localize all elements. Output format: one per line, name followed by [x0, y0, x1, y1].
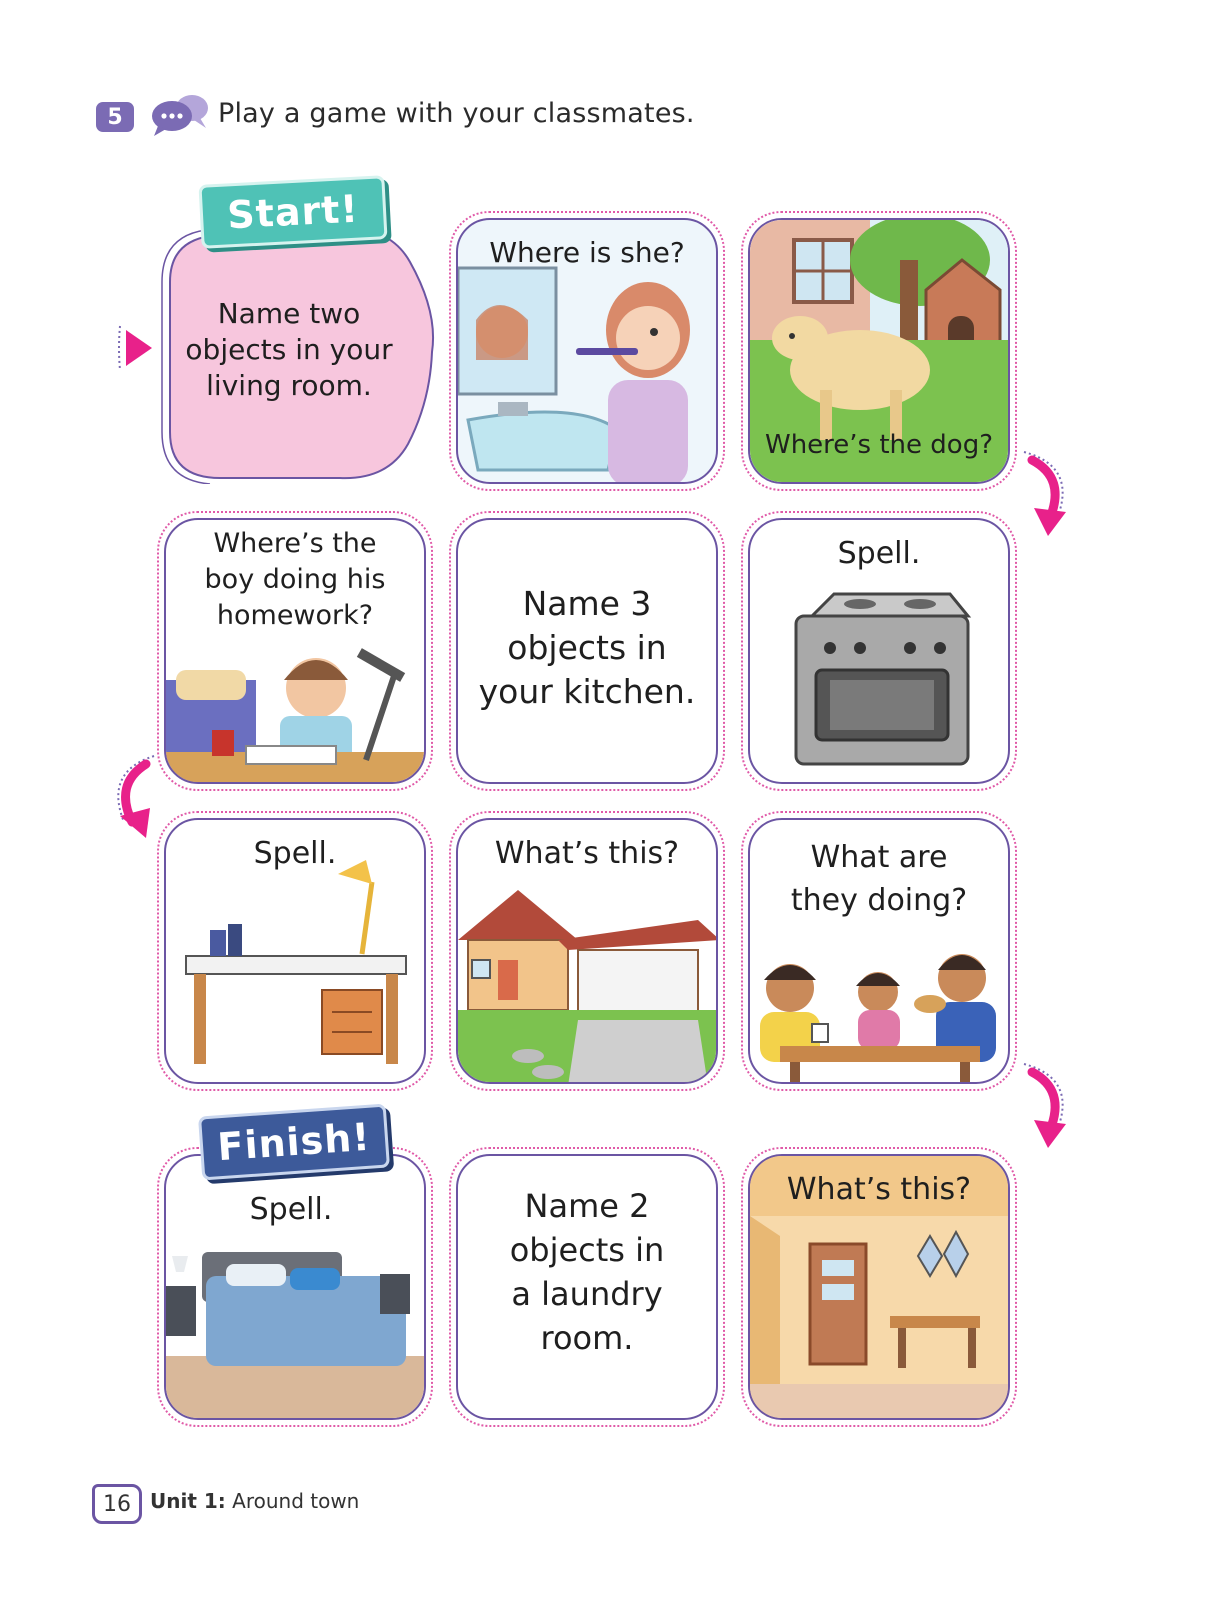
card-spell-desk	[164, 818, 426, 1084]
curved-arrow-icon	[1014, 1058, 1084, 1154]
card-question: Where’s the boy doing his homework?	[204, 528, 386, 631]
start-banner: Start!	[198, 175, 387, 249]
unit-title	[150, 1489, 359, 1513]
card-question: Where’s the dog?	[764, 430, 994, 460]
card-prompt: Name 2 objects in a laundry room.	[509, 1187, 665, 1357]
card-prompt: Spell.	[249, 1192, 333, 1227]
card-whats-this-house	[456, 818, 718, 1084]
card-question: What’s this?	[786, 1172, 972, 1207]
start-marker-icon	[112, 320, 156, 376]
card-spell-stove	[748, 518, 1010, 784]
speech-bubbles-icon	[148, 92, 212, 136]
card-prompt: Spell.	[837, 536, 921, 571]
curved-arrow-icon	[1014, 446, 1084, 542]
card-whats-this-room	[748, 1154, 1010, 1420]
card-name-kitchen	[456, 518, 718, 784]
curved-arrow-icon	[98, 750, 168, 846]
card-prompt: Spell.	[253, 836, 337, 871]
card-name-laundry	[456, 1154, 718, 1420]
card-what-are-they-doing	[748, 818, 1010, 1084]
page-number: 16	[92, 1484, 142, 1524]
card-spell-bed	[164, 1154, 426, 1420]
card-prompt: Name 3 objects in your kitchen.	[478, 584, 696, 711]
finish-banner: Finish!	[198, 1104, 390, 1181]
card-question: Where is she?	[489, 236, 685, 269]
exercise-instruction: Play a game with your classmates.	[218, 98, 695, 129]
start-card-text: Name two objects in your living room.	[185, 297, 393, 402]
unit-label: Unit 1:	[150, 1489, 226, 1513]
card-question: What’s this?	[494, 836, 680, 871]
card-boy-homework	[164, 518, 426, 784]
card-where-is-she	[456, 218, 718, 484]
card-wheres-the-dog	[748, 218, 1010, 484]
card-question: What are they doing?	[790, 840, 968, 918]
exercise-number-badge: 5	[96, 102, 134, 132]
unit-name: Around town	[225, 1489, 360, 1513]
